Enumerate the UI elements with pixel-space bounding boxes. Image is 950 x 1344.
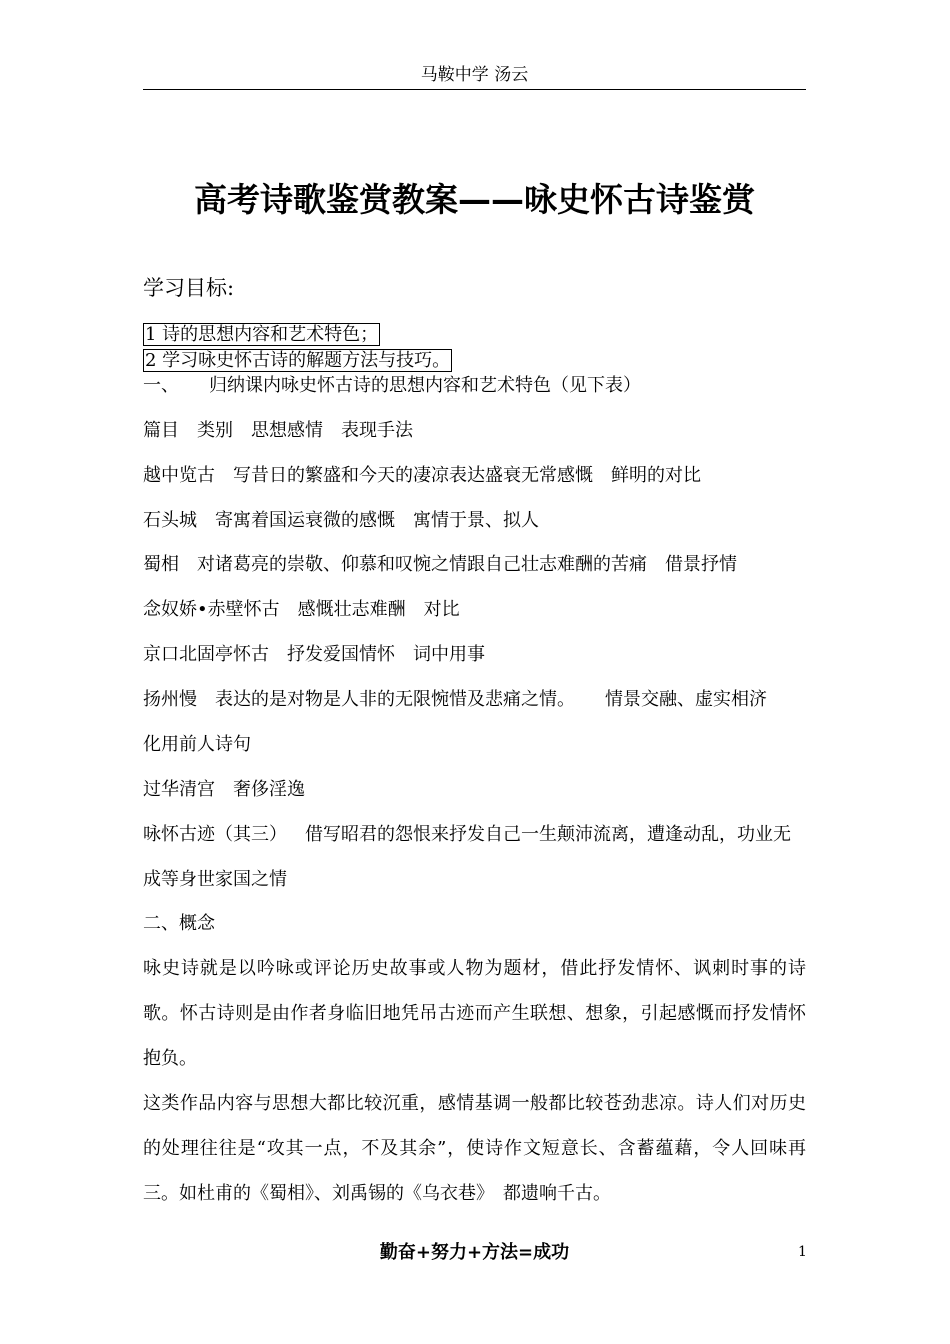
row-title: 念奴娇•赤壁怀古: [143, 599, 280, 620]
row-technique-cont: 化用前人诗句: [143, 734, 251, 755]
table-header-cell: 思想感情: [251, 420, 323, 441]
row-feeling: 写昔日的繁盛和今天的凄凉表达盛衰无常感慨: [233, 465, 593, 486]
table-row: [143, 823, 791, 847]
row-feeling: 奢侈淫逸: [233, 779, 305, 800]
footer-motto: 勤奋+努力+方法=成功: [379, 1242, 570, 1263]
concept-paragraph: 咏史诗就是以吟咏或评论历史故事或人物为题材，借此抒发情怀、讽刺时事的诗歌。怀古诗则是由作者身临旧地凭吊古迹而产生联想、想象，引起感慨而抒发情怀抱负。: [143, 958, 806, 1069]
row-title: 石头城: [143, 510, 197, 531]
row-title: 越中览古: [143, 465, 215, 486]
section1-heading: [143, 374, 641, 398]
row-feeling: 对诸葛亮的崇敬、仰慕和叹惋之情跟自己壮志难酬的苦痛: [197, 554, 647, 575]
table-row: [143, 643, 485, 667]
table-row: [143, 464, 701, 488]
table-header-cell: 表现手法: [341, 420, 413, 441]
row-technique: 寓情于景、拟人: [413, 510, 539, 531]
table-row: [143, 778, 305, 802]
row-title: 咏怀古迹（其三）: [143, 824, 287, 845]
row-title: 京口北固亭怀古: [143, 644, 269, 665]
table-row: [143, 553, 737, 577]
row-technique: 对比: [423, 599, 460, 620]
row-title: 过华清宫: [143, 779, 215, 800]
row-technique: 借景抒情: [665, 554, 737, 575]
objective-item-text: 1 诗的思想内容和艺术特色；: [145, 324, 379, 345]
objective-item-text: 2 学习咏史怀古诗的解题方法与技巧。: [145, 350, 451, 371]
row-title: 蜀相: [143, 554, 179, 575]
section1-heading-text: 归纳课内咏史怀古诗的思想内容和艺术特色（见下表）: [209, 375, 641, 396]
table-header-cell: 类别: [197, 420, 233, 441]
table-row: [143, 509, 539, 533]
table-row-continuation: [143, 868, 287, 892]
row-feeling-cont: 成等身世家国之情: [143, 869, 287, 890]
objective-item: [143, 323, 380, 347]
table-row: [143, 598, 460, 622]
row-feeling: 感慨壮志难酬: [297, 599, 406, 620]
page-header: 马鞍中学 汤云: [143, 64, 806, 90]
table-header-cell: 篇目: [143, 420, 179, 441]
table-header-row: [143, 419, 413, 443]
row-feeling: 寄寓着国运衰微的感慨: [215, 510, 395, 531]
table-row-continuation: [143, 733, 251, 757]
table-row: [143, 688, 767, 712]
row-feeling: 借写昭君的怨恨来抒发自己一生颠沛流离，遭逢动乱，功业无: [305, 824, 791, 845]
section1-number: 一、: [143, 375, 179, 396]
objective-item: [143, 349, 452, 373]
page-number: 1: [798, 1244, 807, 1260]
row-technique: 词中用事: [413, 644, 485, 665]
row-technique: 鲜明的对比: [611, 465, 701, 486]
row-title: 扬州慢: [143, 689, 197, 710]
document-title: 高考诗歌鉴赏教案——咏史怀古诗鉴赏: [194, 180, 755, 219]
section2-heading: 二、概念: [143, 913, 215, 934]
concept-paragraph: 这类作品内容与思想大都比较沉重，感情基调一般都比较苍劲悲凉。诗人们对历史的处理往往是“攻其一点，不及其余”，使诗作文短意长、含蓄蕴藉，令人回味再三。如杜甫的《蜀相》、刘禹锡的《乌衣巷》 都遗响千古。: [143, 1093, 806, 1204]
row-feeling: 抒发爱国情怀: [287, 644, 395, 665]
objectives-label: 学习目标:: [143, 276, 235, 300]
row-feeling: 表达的是对物是人非的无限惋惜及悲痛之情。: [215, 689, 575, 710]
row-technique: 情景交融、虚实相济: [605, 689, 767, 710]
